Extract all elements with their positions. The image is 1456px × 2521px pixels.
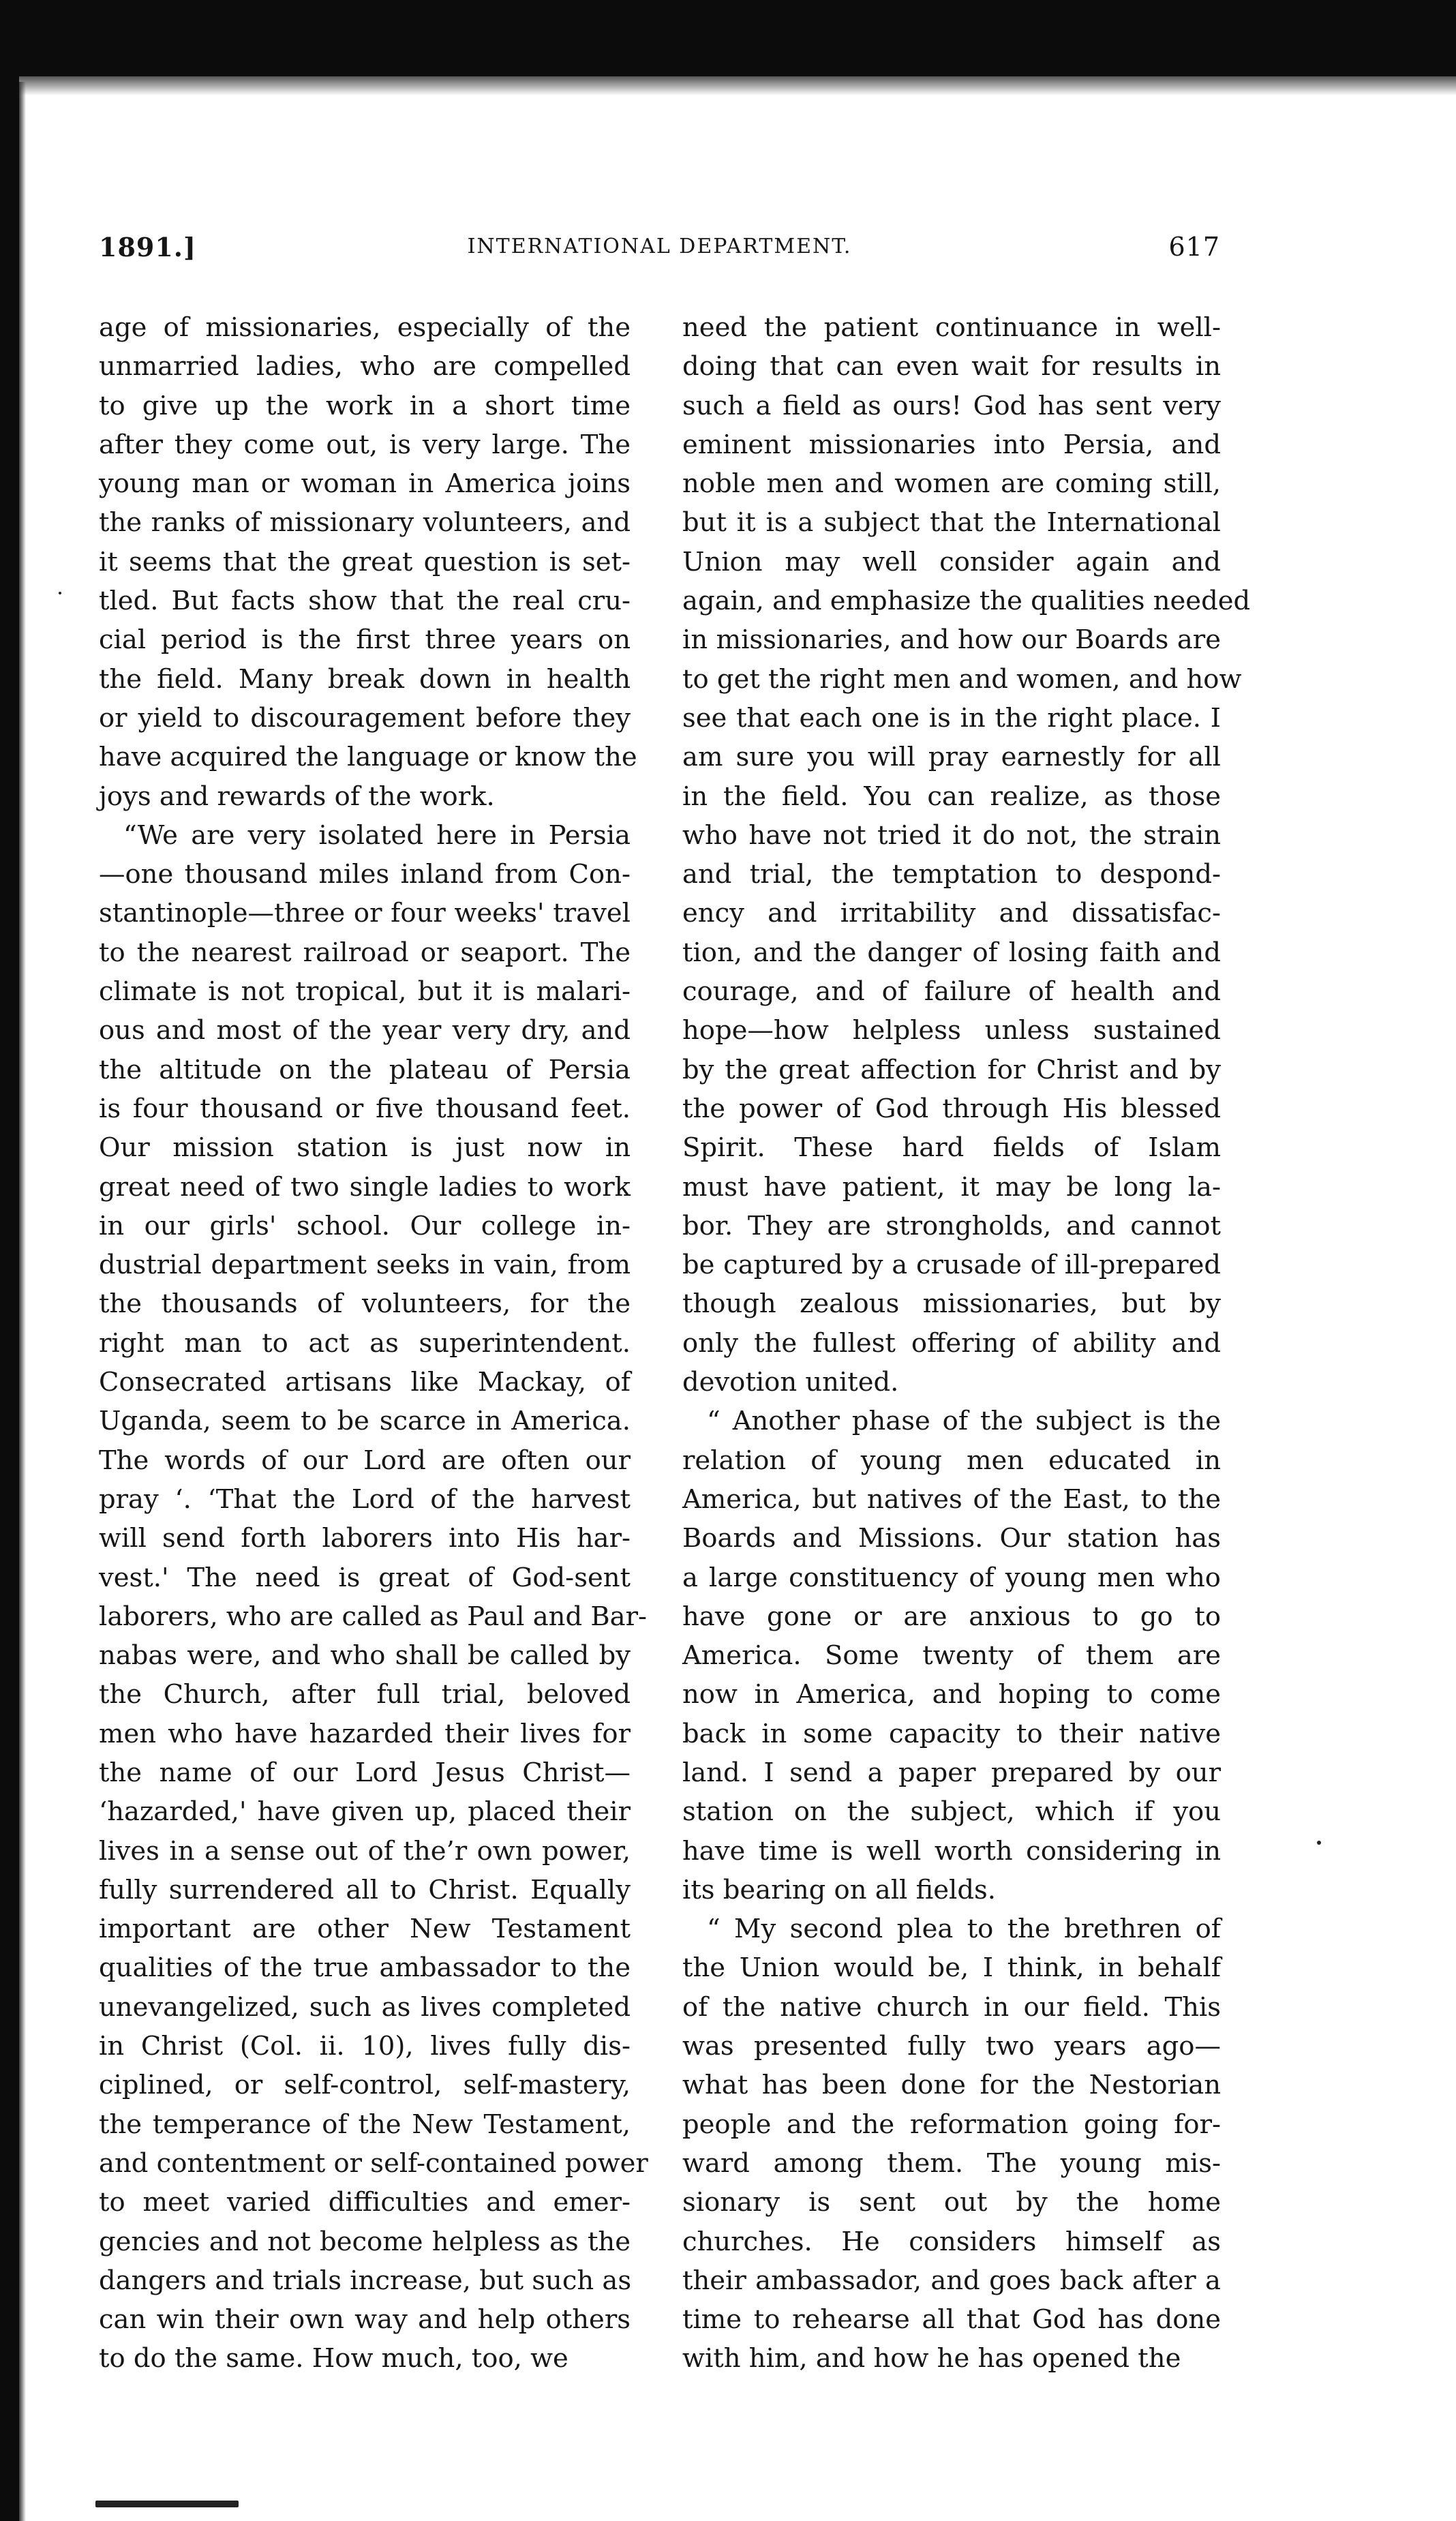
text-line: right man to act as superintendent. (99, 1327, 631, 1359)
text-line: courage, and of failure of health and (682, 976, 1221, 1008)
text-line: who have not tried it do not, the strain (682, 819, 1221, 851)
text-line: the power of God through His blessed (682, 1093, 1221, 1124)
text-line: ward among them. The young mis- (682, 2147, 1221, 2179)
text-line: doing that can even wait for results in (682, 351, 1221, 382)
left-column (99, 308, 648, 2379)
text-line: bor. They are strongholds, and cannot (682, 1210, 1221, 1241)
text-line: though zealous missionaries, but by (682, 1288, 1221, 1320)
text-line: noble men and women are coming still, (682, 468, 1221, 500)
text-line: am sure you will pray earnestly for all (682, 742, 1221, 773)
text-line: —one thousand miles inland from Con- (99, 859, 631, 890)
text-line: the name of our Lord Jesus Christ— (99, 1757, 631, 1788)
text-line: tion, and the danger of losing faith and (682, 937, 1221, 968)
text-line: is four thousand or five thousand feet. (99, 1093, 631, 1124)
text-line: to give up the work in a short time (99, 390, 631, 421)
text-line: to get the right men and women, and how (682, 663, 1242, 695)
text-line: qualities of the true ambassador to the (99, 1952, 631, 1984)
text-line: have acquired the language or know the (99, 742, 637, 773)
text-line: Union may well consider again and (682, 546, 1221, 577)
text-line: unevangelized, such as lives completed (99, 1991, 631, 2023)
text-line: “ Another phase of the subject is the (707, 1406, 1221, 1437)
text-line: in our girls' school. Our college in- (99, 1210, 631, 1241)
scan-border-top (0, 0, 1456, 76)
text-line: laborers, who are called as Paul and Bar- (99, 1601, 647, 1632)
text-line: but it is a subject that the International (682, 507, 1221, 539)
text-line: the field. Many break down in health (99, 663, 631, 695)
text-line: “We are very isolated here in Persia (123, 819, 631, 851)
text-line: ‘hazarded,' have given up, placed their (99, 1796, 631, 1828)
right-column (682, 308, 1251, 2379)
text-line: back in some capacity to their native (682, 1718, 1221, 1749)
text-line: was presented fully two years ago— (682, 2031, 1221, 2062)
text-line: the Union would be, I think, in behalf (682, 1952, 1221, 1984)
text-line: the Church, after full trial, beloved (99, 1679, 631, 1710)
text-line: joys and rewards of the work. (99, 781, 495, 812)
text-line: what has been done for the Nestorian (682, 2070, 1221, 2101)
text-line: eminent missionaries into Persia, and (682, 429, 1221, 460)
text-line: and contentment or self-contained power (99, 2147, 648, 2179)
running-title: INTERNATIONAL DEPARTMENT. (467, 235, 852, 258)
text-line: cial period is the first three years on (99, 624, 631, 656)
text-line: young man or woman in America joins (99, 468, 631, 500)
text-line: America, but natives of the East, to the (682, 1483, 1221, 1515)
text-line: or yield to discouragement before they (99, 702, 631, 734)
text-line: now in America, and hoping to come (682, 1679, 1221, 1710)
text-line: to do the same. How much, too, we (99, 2343, 568, 2374)
text-line: Our mission station is just now in (99, 1132, 631, 1164)
header-year: 1891.] (99, 232, 196, 262)
text-line: nabas were, and who shall be called by (99, 1640, 631, 1672)
text-line: relation of young men educated in (682, 1445, 1221, 1476)
text-line: gencies and not become helpless as the (99, 2226, 631, 2257)
text-line: vest.' The need is great of God-sent (99, 1562, 631, 1593)
text-line: tled. But facts show that the real cru- (99, 586, 631, 617)
text-line: age of missionaries, especially of the (99, 312, 631, 343)
text-line: have gone or are anxious to go to (682, 1601, 1221, 1632)
text-line: can win their own way and help others (99, 2304, 631, 2336)
text-line: Spirit. These hard fields of Islam (682, 1132, 1221, 1164)
page-number: 617 (1168, 232, 1220, 262)
text-line: station on the subject, which if you (682, 1796, 1221, 1828)
text-line: it seems that the great question is set- (99, 546, 631, 577)
scan-shadow-top (0, 68, 1456, 95)
text-line: again, and emphasize the qualities needed (682, 586, 1251, 617)
text-line: churches. He considers himself as (682, 2226, 1221, 2257)
text-line: hope—how helpless unless sustained (682, 1015, 1221, 1046)
text-line: after they come out, is very large. The (99, 429, 631, 460)
scan-border-left (0, 0, 19, 2521)
text-line: have time is well worth considering in (682, 1835, 1221, 1867)
scan-streak-bottom (95, 2501, 239, 2507)
text-line: stantinople—three or four weeks' travel (99, 898, 631, 929)
text-line: its bearing on all fields. (682, 1874, 997, 1905)
scan-speck (1317, 1841, 1321, 1845)
text-line: dangers and trials increase, but such as (99, 2265, 632, 2296)
text-line: and trial, the temptation to despond- (682, 859, 1221, 890)
text-line: the altitude on the plateau of Persia (99, 1054, 631, 1085)
scan-speck (59, 592, 61, 594)
text-line: to meet varied difficulties and emer- (99, 2187, 631, 2218)
text-line: “ My second plea to the brethren of (707, 1914, 1221, 1945)
text-line: in missionaries, and how our Boards are (682, 624, 1221, 656)
text-line: Boards and Missions. Our station has (682, 1523, 1221, 1554)
text-line: a large constituency of young men who (682, 1562, 1221, 1593)
text-line: The words of our Lord are often our (99, 1445, 631, 1476)
text-line: their ambassador, and goes back after a (682, 2265, 1221, 2296)
text-line: ous and most of the year very dry, and (99, 1015, 631, 1046)
text-line: in the field. You can realize, as those (682, 781, 1221, 812)
text-line: by the great affection for Christ and by (682, 1054, 1221, 1085)
page-header (99, 232, 1220, 273)
text-line: sionary is sent out by the home (682, 2187, 1221, 2218)
text-line: unmarried ladies, who are compelled (99, 351, 631, 382)
text-line: only the fullest offering of ability and (682, 1327, 1221, 1359)
text-line: such a field as ours! God has sent very (682, 390, 1221, 421)
text-line: time to rehearse all that God has done (682, 2304, 1221, 2336)
text-line: see that each one is in the right place. I (682, 702, 1221, 734)
text-line: must have patient, it may be long la- (682, 1171, 1221, 1203)
text-line: ency and irritability and dissatisfac- (682, 898, 1221, 929)
text-line: in Christ (Col. ii. 10), lives fully dis- (99, 2031, 631, 2062)
text-line: people and the reformation going for- (682, 2109, 1221, 2140)
text-line: pray ‘. ‘That the Lord of the harvest (99, 1483, 631, 1515)
text-line: Uganda, seem to be scarce in America. (99, 1406, 631, 1437)
text-line: be captured by a crusade of ill-prepared (682, 1250, 1221, 1281)
scan-shadow-left (19, 82, 26, 2521)
text-line: the ranks of missionary volunteers, and (99, 507, 631, 539)
text-line: will send forth laborers into His har- (99, 1523, 631, 1554)
text-line: dustrial department seeks in vain, from (99, 1250, 631, 1281)
text-line: America. Some twenty of them are (682, 1640, 1221, 1672)
text-line: to the nearest railroad or seaport. The (99, 937, 631, 968)
text-line: the thousands of volunteers, for the (99, 1288, 631, 1320)
text-line: important are other New Testament (99, 1914, 631, 1945)
text-line: the temperance of the New Testament, (99, 2109, 631, 2140)
text-line: climate is not tropical, but it is malari- (99, 976, 631, 1008)
text-line: land. I send a paper prepared by our (682, 1757, 1221, 1788)
text-line: great need of two single ladies to work (99, 1171, 631, 1203)
text-line: of the native church in our field. This (682, 1991, 1221, 2023)
text-line: men who have hazarded their lives for (99, 1718, 631, 1749)
text-line: need the patient continuance in well- (682, 312, 1221, 343)
text-line: ciplined, or self-control, self-mastery, (99, 2070, 631, 2101)
text-line: lives in a sense out of the’r own power, (99, 1835, 631, 1867)
text-line: devotion united. (682, 1367, 899, 1398)
text-line: Consecrated artisans like Mackay, of (99, 1367, 631, 1398)
text-line: fully surrendered all to Christ. Equally (99, 1874, 631, 1905)
text-line: with him, and how he has opened the (682, 2343, 1181, 2374)
